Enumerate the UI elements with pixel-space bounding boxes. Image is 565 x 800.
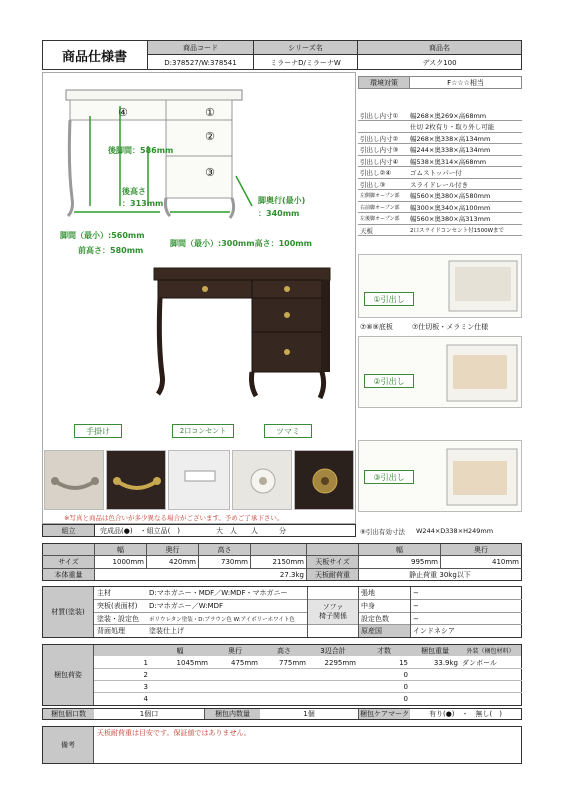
size-height: 730mm <box>198 556 250 568</box>
pack-cell-n: 2 <box>143 670 148 679</box>
remarks-text: 天板耐荷重は目安です。保証値ではありません。 <box>97 729 251 737</box>
care-mark-value: 有り(●) ・ 無し( ) <box>428 710 503 718</box>
outlet-tag: 2口コンセント <box>172 424 234 438</box>
leg-space-label: 後脚間：586mm <box>108 146 174 155</box>
pack-cell-qty: 15 <box>399 658 408 667</box>
assembly-label: 組立 <box>43 525 95 536</box>
pack-cell-mat: ダンボール <box>462 658 497 667</box>
color-notice: ※写真と商品は色合いが多少異なる場合がございます。予めご了承下さい。 <box>64 514 284 522</box>
drawer2-photo <box>358 336 522 408</box>
pack-height-header: 高さ <box>277 646 291 655</box>
pack-cell-d <box>210 693 260 704</box>
size-width-header: 幅 <box>94 544 146 555</box>
material-main-value: D:マホガニー・MDF／W:MDF・マホガニー <box>149 589 288 597</box>
assembly-people: 大 人 人 分 <box>216 526 286 535</box>
spec-value: 幅538×奥314×高68mm <box>410 157 487 166</box>
brown-desk-illustration <box>148 264 338 414</box>
top-blank <box>306 544 358 555</box>
drawer-1-marker: ① <box>205 106 215 119</box>
assembly-option: 完成品(●) ・組立品( ) <box>100 526 181 535</box>
spec-key: 天板 <box>360 226 373 235</box>
top-width-header: 幅 <box>358 544 440 555</box>
spec-value: 仕切 2枚有り・取り外し可能 <box>410 123 495 131</box>
spec-row <box>358 225 522 236</box>
top-size-label: 天板サイズ <box>306 556 358 568</box>
filling-key: 中身 <box>361 602 375 610</box>
pack-cell-sum <box>308 669 358 680</box>
pack-count: 1個口 <box>139 710 159 718</box>
spec-value: スライドレール付き <box>410 180 469 189</box>
size-depth-header: 奥行 <box>146 544 198 555</box>
pack-cell-h: 775mm <box>279 658 306 667</box>
pack-cell-mat <box>460 669 521 680</box>
top-depth: 410mm <box>440 556 521 568</box>
spec-key: 引出し内寸① <box>360 111 399 120</box>
spec-row <box>358 214 522 225</box>
color-count-key: 設定色数 <box>361 614 389 623</box>
spec-value: 2口スライドコンセント付1500Wまで <box>410 228 505 234</box>
handle-photo-white <box>44 450 104 510</box>
packing-label: 梱包荷姿 <box>43 645 94 705</box>
origin-value: インドネシア <box>413 627 455 635</box>
pack-cell-w <box>150 681 210 692</box>
spec-row <box>358 202 522 213</box>
paint-value: ポリウレタン塗装・D:ブラウン色 W:アイボリーホワイト色 <box>149 616 295 623</box>
drawer-2-marker: ② <box>205 130 215 143</box>
spec-row <box>358 133 522 144</box>
top-depth-header: 奥行 <box>440 544 521 555</box>
spec-row <box>358 145 522 156</box>
product-code: D:378527/W:378541 <box>148 55 254 70</box>
drawer-4-marker: ④ <box>118 106 128 119</box>
spec-value: 幅244×奥338×高134mm <box>410 146 491 154</box>
pack-inner: 1個 <box>303 710 315 718</box>
handle-photo-brown <box>106 450 166 510</box>
pack-cell-h <box>260 681 308 692</box>
size-depth: 420mm <box>146 556 198 568</box>
size-blank <box>43 544 94 555</box>
spec-row <box>358 156 522 167</box>
page-title: 商品仕様書 <box>42 40 148 70</box>
front-height-label: 前高さ：580mm <box>78 246 144 255</box>
pack-cell-wt <box>410 693 460 704</box>
pack-cell-h <box>260 693 308 704</box>
drawer3-label: ③引出し <box>364 470 414 484</box>
top-load: 静止荷重 30kg以下 <box>358 569 521 580</box>
pack-width-header: 幅 <box>176 646 184 655</box>
effective-value: W244×D338×H249mm <box>416 527 494 535</box>
knob-photo-brown <box>294 450 354 510</box>
leg-width-label: 脚間（最小）:560mm <box>60 231 145 240</box>
pack-depth-header: 奥行 <box>228 646 242 655</box>
fabric-value: − <box>413 589 419 597</box>
side-depth-label: 脚奥行(最小) <box>258 196 306 205</box>
spec-key: 引出し内寸② <box>360 134 399 143</box>
pack-cell-n: 3 <box>143 682 148 691</box>
pack-weight-header: 梱包重量 <box>421 646 449 655</box>
pack-inner-label: 梱包内数量 <box>204 709 260 719</box>
size-width: 1000mm <box>94 556 146 568</box>
spec-value: 幅268×奥269×高68mm <box>410 111 487 120</box>
pack-sum-header: 3辺合計 <box>320 646 346 655</box>
pack-cell-qty: 0 <box>403 670 408 679</box>
material-main-key: 主材 <box>97 589 111 597</box>
top-width: 995mm <box>358 556 440 568</box>
pack-cell-wt: 33.9kg <box>433 658 458 667</box>
spec-key: 引出し内寸③ <box>360 146 399 154</box>
back-height-label: 後高さ <box>122 187 146 196</box>
material-label: 材質(塗装) <box>43 587 94 637</box>
spec-key: 引出し②④ <box>360 169 392 177</box>
sofa-label: ソファ 椅子関係 <box>308 600 358 624</box>
color-count-value: − <box>413 614 419 623</box>
code-header: 商品コード <box>148 41 254 55</box>
knob-photo-white <box>232 450 292 510</box>
origin-key: 原産国 <box>359 625 410 637</box>
partition-caption: ⑦仕切板・メラミン仕様 <box>412 323 489 331</box>
spec-key: 左後脚オープン部 <box>360 216 400 222</box>
spec-key: 左側脚オープン部 <box>360 193 400 199</box>
series-name: ミラーナD/ミラーナW <box>254 55 358 70</box>
pack-count-label: 梱包個口数 <box>43 709 94 719</box>
knob-tag: ツマミ <box>264 424 312 438</box>
pack-qty-header: 才数 <box>377 646 391 655</box>
spec-row <box>358 191 522 202</box>
remarks-label: 備考 <box>43 727 94 763</box>
back-finish-value: 塗装仕上げ <box>149 627 184 635</box>
drawer-3-marker: ③ <box>205 166 215 179</box>
effective-label: ⑨引出有効寸法 <box>360 528 405 536</box>
bottom-board-caption: ⑦⑧⑨底板 <box>360 323 393 331</box>
drawer1-label: ①引出し <box>364 292 414 306</box>
pack-cell-d <box>210 681 260 692</box>
pack-cell-d: 475mm <box>231 658 258 667</box>
drawer2-label: ②引出し <box>364 374 414 388</box>
veneer-key: 突板(表面材) <box>97 602 138 610</box>
pack-cell-n: 1 <box>143 658 148 667</box>
size-label: サイズ <box>43 556 94 568</box>
drawer1-photo <box>358 254 522 318</box>
pack-cell-w <box>150 669 210 680</box>
name-header: 商品名 <box>358 41 521 55</box>
filling-value: − <box>413 602 419 610</box>
pack-cell-h <box>260 669 308 680</box>
back-finish-key: 背面処理 <box>97 627 125 635</box>
product-name: デスク100 <box>422 58 457 67</box>
pack-cell-n: 4 <box>143 694 148 703</box>
spec-value: 幅300×奥340×高100mm <box>410 203 491 212</box>
paint-key: 塗装・設定色 <box>97 614 139 623</box>
pack-cell-mat <box>460 693 521 704</box>
spec-row <box>358 168 522 179</box>
body-weight: 27.3kg <box>94 569 306 580</box>
spec-value: 幅560×奥380×高580mm <box>410 192 491 200</box>
side-depth-value: ：340mm <box>258 209 300 218</box>
spec-value: 幅560×奥380×高313mm <box>410 215 491 223</box>
leg-width2-label: 脚間（最小）:300mm高さ：100mm <box>170 239 312 248</box>
handle-tag: 手掛け <box>74 424 122 438</box>
outlet-photo <box>168 450 230 510</box>
size-sum: 2150mm <box>250 556 306 568</box>
env-label: 環境対策 <box>358 76 410 89</box>
spec-row <box>358 122 522 133</box>
pack-cell-d <box>210 669 260 680</box>
pack-cell-sum <box>308 681 358 692</box>
pack-cell-w <box>150 693 210 704</box>
spec-row <box>358 110 522 121</box>
series-header: シリーズ名 <box>254 41 358 55</box>
pack-cell-mat <box>460 681 521 692</box>
veneer-value: D:マホガニー／W:MDF <box>149 602 224 610</box>
pack-material-header: 外装（梱包材料） <box>466 648 515 655</box>
spec-key: 引出し内寸④ <box>360 157 399 166</box>
weight-label: 本体重量 <box>43 569 94 580</box>
fabric-key: 張地 <box>361 589 375 597</box>
spec-row <box>358 179 522 190</box>
spec-key: 引出し③ <box>360 180 386 189</box>
env-value: F☆☆☆相当 <box>410 76 522 89</box>
pack-cell-w: 1045mm <box>176 658 208 667</box>
pack-cell-sum: 2295mm <box>324 658 356 667</box>
pack-cell-sum <box>308 693 358 704</box>
spec-key: 右前脚オープン部 <box>360 204 400 211</box>
size-height-header: 高さ <box>198 544 250 555</box>
pack-cell-wt <box>410 669 460 680</box>
pack-cell-wt <box>410 681 460 692</box>
pack-cell-qty: 0 <box>403 682 408 691</box>
pack-cell-qty: 0 <box>403 694 408 703</box>
spec-value: ゴムストッパー付 <box>410 169 462 177</box>
back-height-value: ：313mm <box>122 199 164 208</box>
care-mark-label: 梱包ケアマーク <box>360 710 409 718</box>
size-sum-header <box>250 544 306 555</box>
spec-value: 幅268×奥338×高134mm <box>410 134 491 143</box>
top-load-label: 天板耐荷重 <box>306 569 358 580</box>
